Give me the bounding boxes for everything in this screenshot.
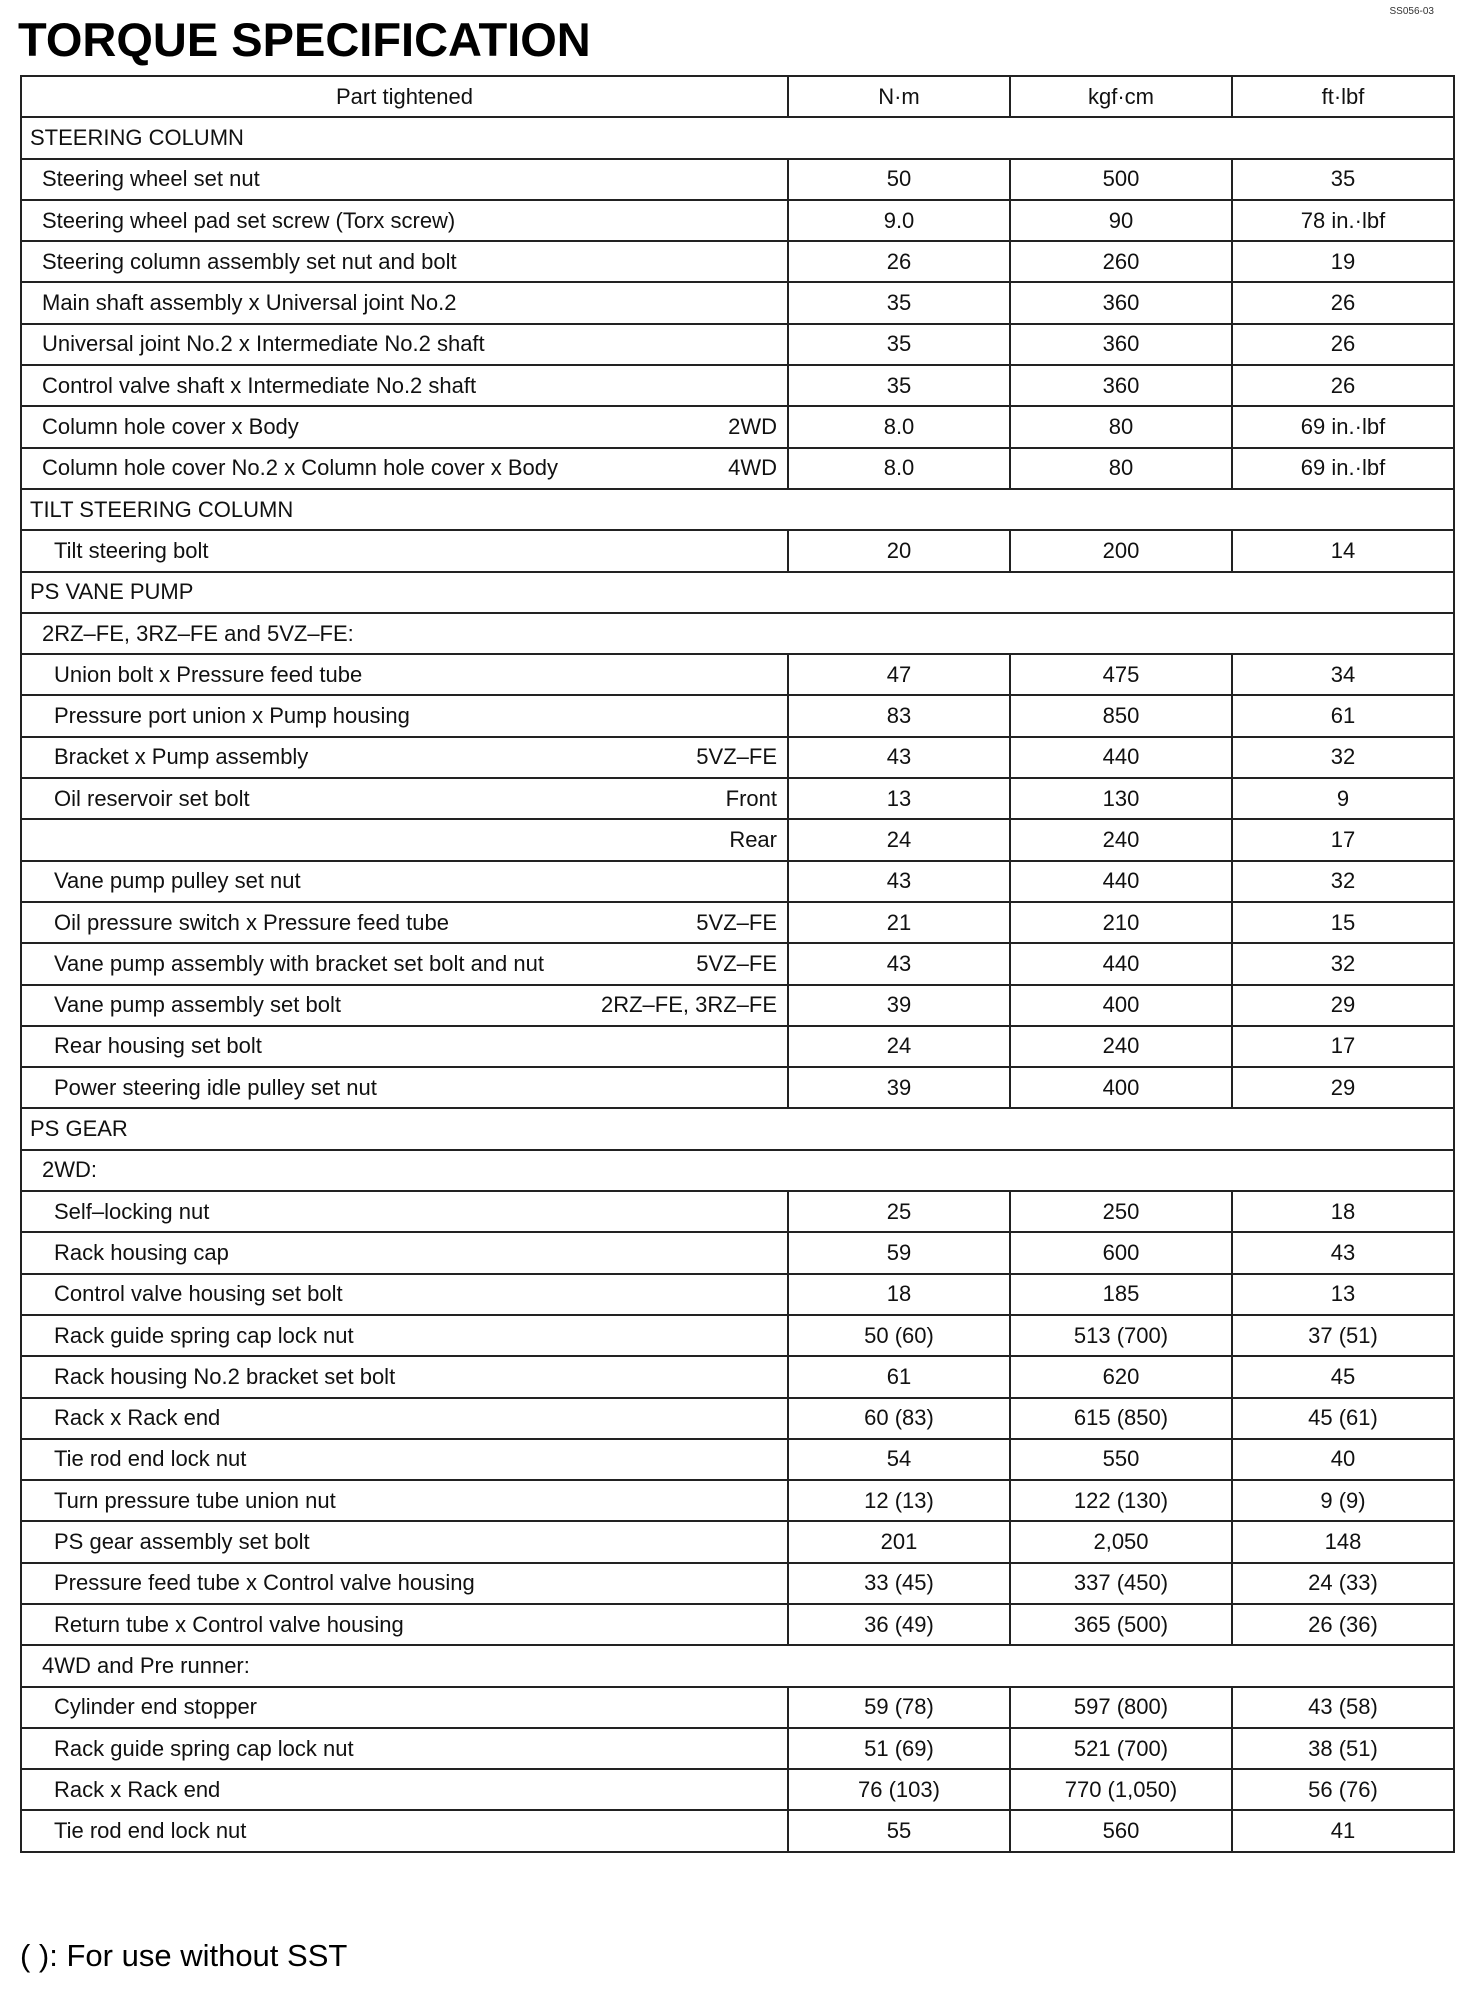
value-nm: 55 — [788, 1810, 1010, 1851]
section-header-row — [21, 572, 1454, 613]
value-kgfcm: 360 — [1010, 324, 1232, 365]
value-kgfcm: 200 — [1010, 530, 1232, 571]
section-header-row — [21, 489, 1454, 530]
value-nm: 8.0 — [788, 406, 1010, 447]
value-kgfcm: 560 — [1010, 1810, 1232, 1851]
value-nm: 25 — [788, 1191, 1010, 1232]
condition-label: 4WD — [728, 455, 777, 481]
condition-label: 5VZ–FE — [696, 950, 777, 976]
value-nm: 24 — [788, 1026, 1010, 1067]
part-cell — [21, 1026, 788, 1067]
value-ftlbf: 35 — [1232, 159, 1454, 200]
value-ftlbf: 34 — [1232, 654, 1454, 695]
part-name: Cylinder end stopper — [54, 1694, 258, 1720]
subsection-header-row — [21, 613, 1454, 654]
section-label: TILT STEERING COLUMN — [21, 489, 1454, 530]
part-cell — [21, 324, 788, 365]
value-nm: 50 — [788, 159, 1010, 200]
value-ftlbf: 148 — [1232, 1521, 1454, 1562]
value-nm: 60 (83) — [788, 1398, 1010, 1439]
value-nm: 13 — [788, 778, 1010, 819]
value-kgfcm: 440 — [1010, 737, 1232, 778]
part-name: Tie rod end lock nut — [54, 1818, 247, 1844]
part-cell — [21, 1604, 788, 1645]
value-ftlbf: 14 — [1232, 530, 1454, 571]
part-name: Power steering idle pulley set nut — [54, 1074, 377, 1100]
part-name: Turn pressure tube union nut — [54, 1487, 336, 1513]
part-name: Control valve housing set bolt — [54, 1281, 343, 1307]
value-nm: 39 — [788, 1067, 1010, 1108]
value-kgfcm: 360 — [1010, 282, 1232, 323]
value-ftlbf: 9 — [1232, 778, 1454, 819]
value-ftlbf: 40 — [1232, 1439, 1454, 1480]
part-name: Steering column assembly set nut and bolt — [42, 248, 457, 274]
value-kgfcm: 130 — [1010, 778, 1232, 819]
part-name: Rack x Rack end — [54, 1776, 221, 1802]
part-name: Rack guide spring cap lock nut — [54, 1322, 354, 1348]
value-kgfcm: 337 (450) — [1010, 1563, 1232, 1604]
value-nm: 43 — [788, 861, 1010, 902]
value-ftlbf: 69 in.·lbf — [1232, 448, 1454, 489]
part-cell — [21, 1356, 788, 1397]
value-nm: 83 — [788, 695, 1010, 736]
table-row — [21, 324, 1454, 365]
value-kgfcm: 770 (1,050) — [1010, 1769, 1232, 1810]
value-kgfcm: 440 — [1010, 943, 1232, 984]
part-cell — [21, 1191, 788, 1232]
value-nm: 21 — [788, 902, 1010, 943]
value-kgfcm: 80 — [1010, 406, 1232, 447]
part-cell — [21, 1480, 788, 1521]
column-header-ftlbf: ft·lbf — [1232, 76, 1454, 117]
value-kgfcm: 615 (850) — [1010, 1398, 1232, 1439]
part-cell — [21, 1687, 788, 1728]
value-nm: 201 — [788, 1521, 1010, 1562]
table-row — [21, 1728, 1454, 1769]
value-ftlbf: 45 (61) — [1232, 1398, 1454, 1439]
part-name: Vane pump assembly set bolt — [54, 992, 341, 1018]
part-cell — [21, 365, 788, 406]
value-ftlbf: 32 — [1232, 861, 1454, 902]
part-cell — [21, 861, 788, 902]
part-name: Pressure feed tube x Control valve housing — [54, 1570, 475, 1596]
table-row — [21, 406, 1454, 447]
value-nm: 76 (103) — [788, 1769, 1010, 1810]
value-kgfcm: 440 — [1010, 861, 1232, 902]
value-kgfcm: 122 (130) — [1010, 1480, 1232, 1521]
part-cell — [21, 1232, 788, 1273]
condition-label: 2WD — [728, 414, 777, 440]
part-name: Tilt steering bolt — [54, 537, 209, 563]
part-name: Steering wheel set nut — [42, 166, 260, 192]
value-kgfcm: 260 — [1010, 241, 1232, 282]
part-cell — [21, 1521, 788, 1562]
value-kgfcm: 185 — [1010, 1274, 1232, 1315]
part-cell — [21, 695, 788, 736]
value-kgfcm: 250 — [1010, 1191, 1232, 1232]
value-ftlbf: 26 — [1232, 365, 1454, 406]
table-row — [21, 1563, 1454, 1604]
value-kgfcm: 240 — [1010, 1026, 1232, 1067]
table-row — [21, 159, 1454, 200]
value-kgfcm: 400 — [1010, 985, 1232, 1026]
table-row — [21, 1810, 1454, 1851]
part-cell — [21, 159, 788, 200]
value-kgfcm: 620 — [1010, 1356, 1232, 1397]
table-row — [21, 778, 1454, 819]
part-cell — [21, 1067, 788, 1108]
value-ftlbf: 78 in.·lbf — [1232, 200, 1454, 241]
condition-label: 5VZ–FE — [696, 744, 777, 770]
table-header-row — [21, 76, 1454, 117]
part-name: Bracket x Pump assembly — [54, 744, 309, 770]
part-cell — [21, 778, 788, 819]
part-cell — [21, 1315, 788, 1356]
subsection-label: 2WD: — [21, 1150, 1454, 1191]
value-ftlbf: 26 — [1232, 324, 1454, 365]
part-name: Column hole cover x Body — [42, 414, 299, 440]
table-row — [21, 530, 1454, 571]
value-nm: 54 — [788, 1439, 1010, 1480]
value-ftlbf: 38 (51) — [1232, 1728, 1454, 1769]
table-row — [21, 1521, 1454, 1562]
subsection-header-row — [21, 1645, 1454, 1686]
part-name: Rear housing set bolt — [54, 1033, 262, 1059]
table-row — [21, 695, 1454, 736]
value-ftlbf: 41 — [1232, 1810, 1454, 1851]
value-kgfcm: 600 — [1010, 1232, 1232, 1273]
table-row — [21, 1604, 1454, 1645]
table-row — [21, 1356, 1454, 1397]
value-ftlbf: 24 (33) — [1232, 1563, 1454, 1604]
condition-label: 2RZ–FE, 3RZ–FE — [600, 992, 777, 1018]
subsection-label: 2RZ–FE, 3RZ–FE and 5VZ–FE: — [21, 613, 1454, 654]
part-cell — [21, 530, 788, 571]
value-nm: 35 — [788, 324, 1010, 365]
value-nm: 33 (45) — [788, 1563, 1010, 1604]
part-cell — [21, 985, 788, 1026]
value-kgfcm: 500 — [1010, 159, 1232, 200]
value-ftlbf: 26 (36) — [1232, 1604, 1454, 1645]
table-row — [21, 861, 1454, 902]
table-row — [21, 200, 1454, 241]
value-kgfcm: 850 — [1010, 695, 1232, 736]
part-name: Vane pump pulley set nut — [54, 868, 301, 894]
section-label: PS VANE PUMP — [21, 572, 1454, 613]
value-ftlbf: 17 — [1232, 1026, 1454, 1067]
value-nm: 24 — [788, 819, 1010, 860]
table-row — [21, 448, 1454, 489]
value-ftlbf: 37 (51) — [1232, 1315, 1454, 1356]
table-row — [21, 1315, 1454, 1356]
part-cell — [21, 1398, 788, 1439]
part-name: Pressure port union x Pump housing — [54, 703, 410, 729]
part-cell — [21, 654, 788, 695]
table-row — [21, 985, 1454, 1026]
part-name: Steering wheel pad set screw (Torx screw) — [42, 207, 456, 233]
part-cell — [21, 902, 788, 943]
part-name: Self–locking nut — [54, 1198, 210, 1224]
part-name: Control valve shaft x Intermediate No.2 shaft — [42, 372, 477, 398]
table-row — [21, 1274, 1454, 1315]
part-name: Rack housing No.2 bracket set bolt — [54, 1363, 396, 1389]
column-header-kgfcm: kgf·cm — [1010, 76, 1232, 117]
part-name: Rack guide spring cap lock nut — [54, 1735, 354, 1761]
document-code: SS056-03 — [1389, 6, 1434, 17]
value-nm: 36 (49) — [788, 1604, 1010, 1645]
part-cell — [21, 943, 788, 984]
part-name: Oil reservoir set bolt — [54, 785, 250, 811]
value-nm: 59 — [788, 1232, 1010, 1273]
part-cell — [21, 1274, 788, 1315]
part-name: Universal joint No.2 x Intermediate No.2 shaft — [42, 331, 485, 357]
value-nm: 43 — [788, 737, 1010, 778]
subsection-label: 4WD and Pre runner: — [21, 1645, 1454, 1686]
part-name: Rack housing cap — [54, 1239, 229, 1265]
part-name: Rack x Rack end — [54, 1405, 221, 1431]
table-row — [21, 902, 1454, 943]
part-cell — [21, 241, 788, 282]
part-cell — [21, 737, 788, 778]
section-header-row — [21, 117, 1454, 158]
value-kgfcm: 360 — [1010, 365, 1232, 406]
value-ftlbf: 26 — [1232, 282, 1454, 323]
part-cell — [21, 819, 788, 860]
value-ftlbf: 56 (76) — [1232, 1769, 1454, 1810]
value-nm: 12 (13) — [788, 1480, 1010, 1521]
value-ftlbf: 9 (9) — [1232, 1480, 1454, 1521]
value-kgfcm: 2,050 — [1010, 1521, 1232, 1562]
table-body — [21, 117, 1454, 1851]
part-name: Column hole cover No.2 x Column hole cover x Body — [42, 455, 559, 481]
part-cell — [21, 1810, 788, 1851]
value-nm: 51 (69) — [788, 1728, 1010, 1769]
value-kgfcm: 365 (500) — [1010, 1604, 1232, 1645]
value-ftlbf: 32 — [1232, 737, 1454, 778]
value-ftlbf: 18 — [1232, 1191, 1454, 1232]
table-row — [21, 282, 1454, 323]
value-nm: 18 — [788, 1274, 1010, 1315]
table-row — [21, 241, 1454, 282]
subsection-header-row — [21, 1150, 1454, 1191]
value-ftlbf: 43 (58) — [1232, 1687, 1454, 1728]
column-header-part: Part tightened — [21, 76, 788, 117]
value-nm: 8.0 — [788, 448, 1010, 489]
section-label: PS GEAR — [21, 1108, 1454, 1149]
footnote: ( ): For use without SST — [20, 1938, 348, 1973]
value-nm: 20 — [788, 530, 1010, 571]
part-cell — [21, 1728, 788, 1769]
condition-label: 5VZ–FE — [696, 909, 777, 935]
table-row — [21, 819, 1454, 860]
value-kgfcm: 210 — [1010, 902, 1232, 943]
value-kgfcm: 90 — [1010, 200, 1232, 241]
table-row — [21, 1232, 1454, 1273]
value-nm: 61 — [788, 1356, 1010, 1397]
column-header-nm: N·m — [788, 76, 1010, 117]
value-kgfcm: 550 — [1010, 1439, 1232, 1480]
part-cell — [21, 282, 788, 323]
part-name: Main shaft assembly x Universal joint No.2 — [42, 290, 457, 316]
value-nm: 43 — [788, 943, 1010, 984]
part-name: PS gear assembly set bolt — [54, 1529, 310, 1555]
value-kgfcm: 597 (800) — [1010, 1687, 1232, 1728]
value-ftlbf: 15 — [1232, 902, 1454, 943]
value-ftlbf: 13 — [1232, 1274, 1454, 1315]
value-kgfcm: 240 — [1010, 819, 1232, 860]
table-row — [21, 1067, 1454, 1108]
value-ftlbf: 61 — [1232, 695, 1454, 736]
part-cell — [21, 448, 788, 489]
table-row — [21, 1026, 1454, 1067]
value-kgfcm: 80 — [1010, 448, 1232, 489]
value-nm: 39 — [788, 985, 1010, 1026]
value-ftlbf: 69 in.·lbf — [1232, 406, 1454, 447]
value-nm: 35 — [788, 365, 1010, 406]
value-ftlbf: 32 — [1232, 943, 1454, 984]
condition-label: Front — [725, 785, 777, 811]
part-cell — [21, 1439, 788, 1480]
table-row — [21, 1191, 1454, 1232]
table-row — [21, 654, 1454, 695]
page-title: TORQUE SPECIFICATION — [18, 13, 591, 66]
table-row — [21, 1769, 1454, 1810]
value-ftlbf: 17 — [1232, 819, 1454, 860]
value-nm: 9.0 — [788, 200, 1010, 241]
value-ftlbf: 29 — [1232, 985, 1454, 1026]
table-row — [21, 1439, 1454, 1480]
table-row — [21, 1480, 1454, 1521]
part-name: Return tube x Control valve housing — [54, 1611, 404, 1637]
condition-label: Rear — [729, 826, 777, 852]
table-row — [21, 1687, 1454, 1728]
part-cell — [21, 406, 788, 447]
part-name: Union bolt x Pressure feed tube — [54, 661, 363, 687]
value-kgfcm: 475 — [1010, 654, 1232, 695]
value-ftlbf: 45 — [1232, 1356, 1454, 1397]
value-kgfcm: 400 — [1010, 1067, 1232, 1108]
part-name: Tie rod end lock nut — [54, 1446, 247, 1472]
part-cell — [21, 1769, 788, 1810]
value-ftlbf: 43 — [1232, 1232, 1454, 1273]
value-kgfcm: 513 (700) — [1010, 1315, 1232, 1356]
section-header-row — [21, 1108, 1454, 1149]
part-name: Oil pressure switch x Pressure feed tube — [54, 909, 449, 935]
part-name: Vane pump assembly with bracket set bolt and nut — [54, 950, 544, 976]
value-nm: 59 (78) — [788, 1687, 1010, 1728]
value-nm: 47 — [788, 654, 1010, 695]
table-row — [21, 943, 1454, 984]
value-ftlbf: 29 — [1232, 1067, 1454, 1108]
table-row — [21, 737, 1454, 778]
value-nm: 35 — [788, 282, 1010, 323]
value-nm: 26 — [788, 241, 1010, 282]
table-row — [21, 1398, 1454, 1439]
value-nm: 50 (60) — [788, 1315, 1010, 1356]
value-ftlbf: 19 — [1232, 241, 1454, 282]
section-label: STEERING COLUMN — [21, 117, 1454, 158]
part-cell — [21, 1563, 788, 1604]
table-row — [21, 365, 1454, 406]
torque-spec-table — [20, 75, 1455, 1853]
value-kgfcm: 521 (700) — [1010, 1728, 1232, 1769]
part-cell — [21, 200, 788, 241]
